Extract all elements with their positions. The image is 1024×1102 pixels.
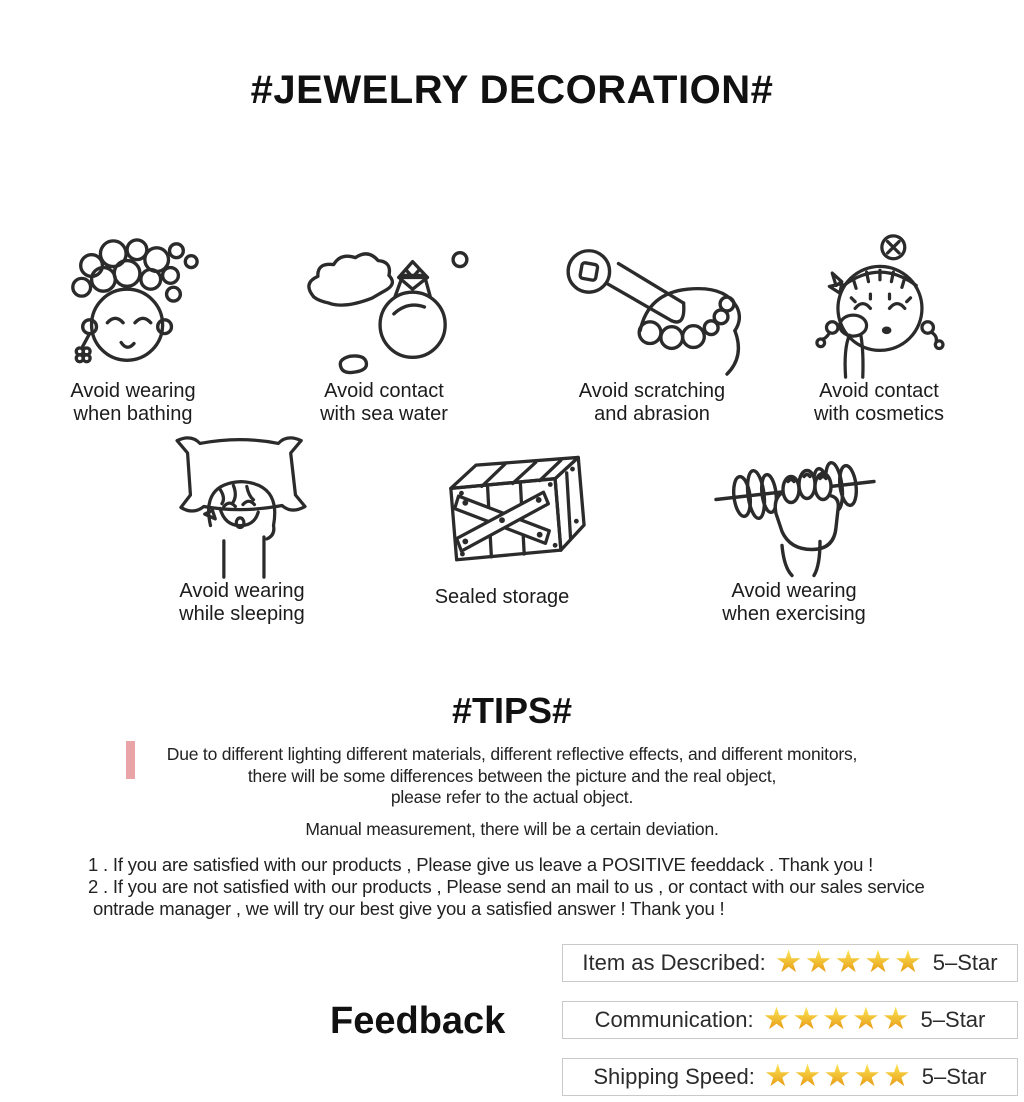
rating-row-item-as-described [562,944,1018,982]
care-figure-sleeping [132,432,352,626]
rating-text: 5–Star [932,950,998,975]
care-figure-cosmetics [769,232,989,426]
care-figure-bathing [23,232,243,426]
feedback-heading: Feedback [330,1000,506,1042]
tips-line: please refer to the actual object. [390,787,634,807]
rating-text: 5–Star [921,1064,987,1089]
five-star-icons: ★★★★★ [774,943,924,979]
wrench-hand-icon [542,232,762,380]
measurement-note: Manual measurement, there will be a certain deviation. [305,819,719,839]
note-line: ontrade manager , we will try our best give you a satisfied answer ! Thank you ! [93,898,725,919]
sleeping-girl-icon [132,432,352,580]
care-caption: Avoid wearing while sleeping [179,580,305,625]
care-figure-exercising [684,432,904,626]
care-figure-storage [392,438,612,609]
care-figure-scratching [542,232,762,426]
care-caption: Sealed storage [434,586,570,608]
makeup-face-icon [769,232,989,380]
rating-label: Item as Described: [582,950,766,975]
tips-paragraph [62,744,962,809]
five-star-icons: ★★★★★ [762,1000,912,1036]
page-title: #JEWELRY DECORATION# [250,68,774,112]
tips-line: Due to different lighting different materials, different reflective effects, and different monitors, [166,744,858,764]
bathing-face-icon [23,232,243,380]
rating-text: 5–Star [920,1007,986,1032]
storage-crate-icon [392,438,612,586]
care-caption: Avoid scratching and abrasion [578,380,726,425]
note-line: 2 . If you are not satisfied with our products , Please send an mail to us , or contact with our sales service [88,876,925,897]
care-caption: Avoid contact with cosmetics [813,380,945,425]
five-star-icons: ★★★★★ [763,1057,913,1093]
feedback-notes [88,854,968,920]
rating-label: Shipping Speed: [593,1064,755,1089]
dumbbell-hand-icon [684,432,904,580]
rating-row-communication [562,1001,1018,1039]
tips-heading: #TIPS# [451,690,573,731]
care-caption: Avoid contact with sea water [320,380,448,425]
care-caption: Avoid wearing when exercising [722,580,866,625]
ring-sea-water-icon [274,232,494,380]
tips-line: there will be some differences between the picture and the real object, [247,765,777,786]
care-figure-sea-water [274,232,494,426]
rating-label: Communication: [594,1007,754,1032]
rating-row-shipping-speed [562,1058,1018,1096]
note-line: 1 . If you are satisfied with our products , Please give us leave a POSITIVE feeddack . Thank you ! [88,854,874,875]
care-caption: Avoid wearing when bathing [70,380,196,425]
